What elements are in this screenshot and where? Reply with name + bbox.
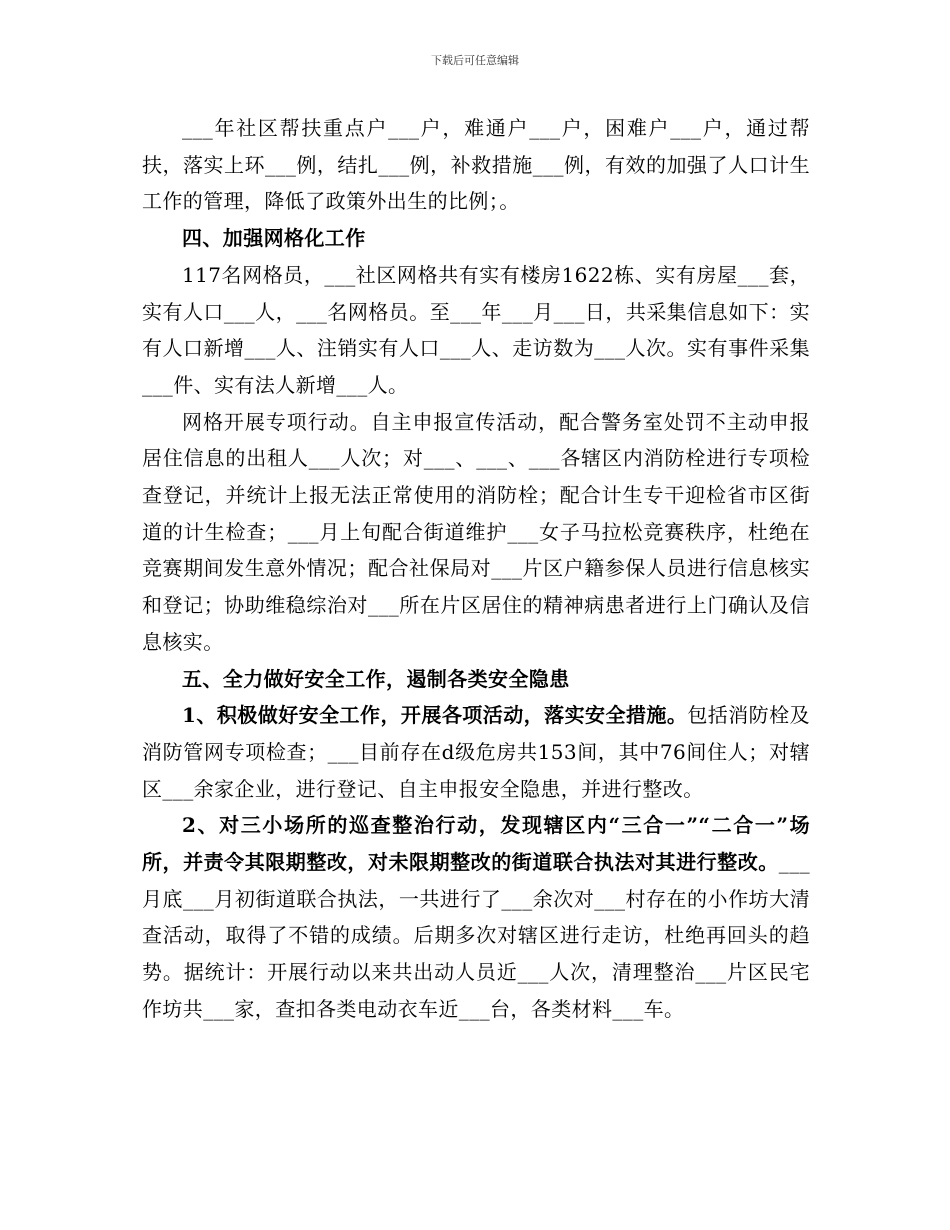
section-heading-grid-work: 四、加强网格化工作	[182, 226, 366, 251]
paragraph-safety-measures-body: 包括消防栓及消防管网专项检查；___目前存在d级危房共153间，其中76间住人；对辖区___余家企业，进行登记、自主申报安全隐患，并进行整改。	[142, 703, 810, 801]
paragraph-grid-special-actions: 网格开展专项行动。自主申报宣传活动，配合警务室处罚不主动申报居住信息的出租人___人次；对___、___、___各辖区内消防栓进行专项检查登记，并统计上报无法正常使用的消防栓；配合计生专干迎检省市区街道的计生检查；___月上旬配合街道维护___女子马拉松竞赛秩序，杜绝在竞赛期间发生意外情况；配合社保局对___片区户籍参保人员进行信息核实和登记；协助维稳综治对___所在片区居住的精神病患者进行上门确认及信息核实。	[142, 409, 810, 654]
paragraph-grid-statistics: 117名网格员，___社区网格共有实有楼房1622栋、实有房屋___套，实有人口___人，___名网格员。至___年___月___日，共采集信息如下：实有人口新增___人、注销实有人口___人、走访数为___人次。实有事件采集___件、实有法人新增___人。	[142, 262, 810, 397]
paragraph-small-venues-lead: 2、对三小场所的巡查整治行动，发现辖区内“三合一”“二合一”场所，并责令其限期整改，对未限期整改的街道联合执法对其进行整改。	[142, 813, 810, 875]
paragraph-small-venues-inspection	[142, 807, 810, 1027]
section-heading-safety-work: 五、全力做好安全工作，遏制各类安全隐患	[182, 666, 570, 691]
paragraph-safety-measures-lead: 1、积极做好安全工作，开展各项活动，落实安全措施。	[182, 703, 688, 728]
paragraph-small-venues-body: ___月底___月初街道联合执法，一共进行了___余次对___村存在的小作坊大清查活动，取得了不错的成绩。后期多次对辖区进行走访，杜绝再回头的趋势。据统计：开展行动以来共出动人员近___人次，清理整治___片区民宅作坊共___家，查扣各类电动衣车近___台，各类材料___车。	[142, 850, 810, 1021]
paragraph-family-planning: ___年社区帮扶重点户___户，难通户___户，困难户___户，通过帮扶，落实上环___例，结扎___例，补救措施___例，有效的加强了人口计生工作的管理，降低了政策外出生的比例；。	[142, 116, 810, 214]
paragraph-safety-measures	[142, 697, 810, 807]
page-header: 下载后可任意编辑	[431, 54, 519, 67]
document-body	[142, 110, 810, 1028]
